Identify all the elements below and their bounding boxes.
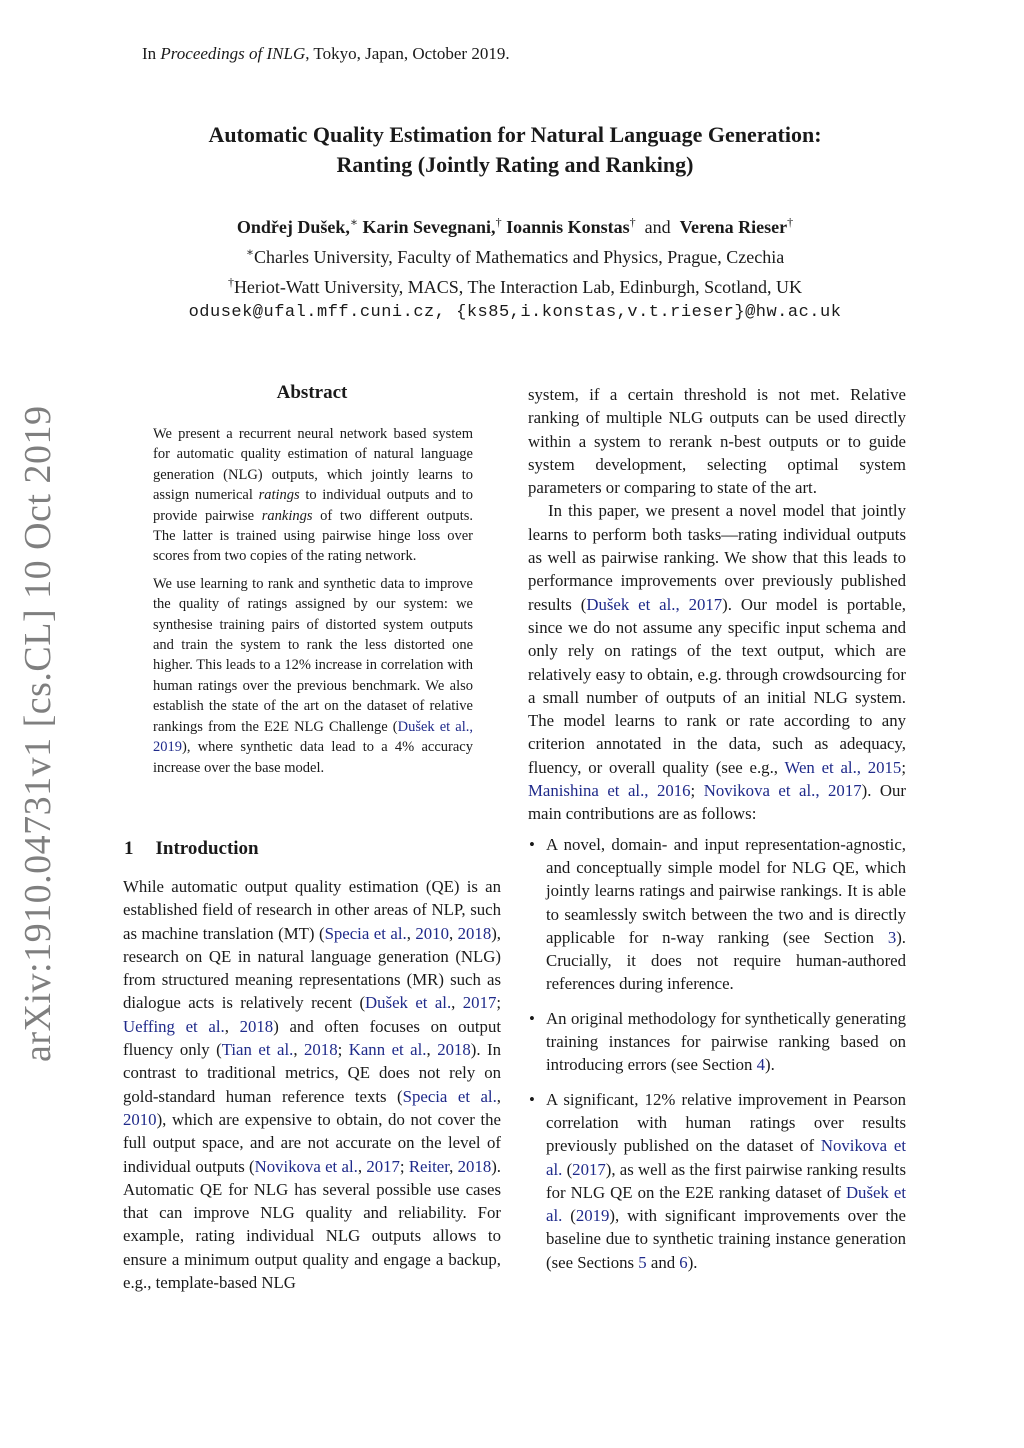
citation-link[interactable]: 2010 xyxy=(123,1109,157,1129)
right-paragraph-2 xyxy=(528,499,906,825)
abstract-text: We present a recurrent neural network based system for automatic quality estimation of natural language generation (NLG) outputs, which jointly learns to assign numerical xyxy=(153,426,473,504)
abstract-text: We use learning to rank and synthetic data to improve the quality of ratings assigned by our system: we synthesise training pairs of distorted system outputs and train the system to rank the less distorted one higher. This leads to a 12% increase in correlation with human ratings over the previous benchmark. We also establish the state of the art on the dataset of relative rankings from the E2E NLG Challenge ( xyxy=(153,575,473,735)
citation-link[interactable]: Dušek et al. xyxy=(365,993,452,1013)
citation-link[interactable]: Kann et al. xyxy=(348,1040,427,1060)
intro-paragraph-1 xyxy=(123,875,501,1294)
bullet-icon: • xyxy=(529,1008,535,1028)
body-text: , xyxy=(293,1040,305,1060)
author-block xyxy=(100,210,930,325)
author-konstas: Ioannis Konstas xyxy=(506,217,630,237)
abstract-text: to individual outputs and to provide pairwise xyxy=(153,487,473,524)
affiliation-heriot-watt-text: Heriot-Watt University, MACS, The Interaction Lab, Edinburgh, Scotland, UK xyxy=(233,277,803,297)
citation-link[interactable]: 2017 xyxy=(366,1156,400,1176)
body-text: , xyxy=(451,993,463,1013)
venue-proceedings: Proceedings of INLG xyxy=(160,44,306,63)
affiliation-mark: ∗ xyxy=(245,245,254,259)
body-text: ), which are expensive to obtain, do not cover the full output space, and are not accurate on the level of individual outputs ( xyxy=(123,1109,501,1176)
citation-link[interactable]: 2017 xyxy=(462,993,497,1013)
body-text: , xyxy=(224,1016,240,1036)
abstract-heading: Abstract xyxy=(276,382,348,403)
body-text: ). Our main contributions are as follows: xyxy=(528,781,906,824)
body-text: , xyxy=(406,923,416,943)
body-text: ). Automatic QE for NLG has several possible use cases that can improve NLG quality and reliability. For example, rating individual NLG outputs allows to ensure a minimum output quality and engage a backup, e.g., template-based NLG xyxy=(123,1156,502,1293)
title-line-1: Automatic Quality Estimation for Natural Language Generation: xyxy=(208,122,822,147)
arxiv-stamp: arXiv:1910.04731v1 [cs.CL] 10 Oct 2019 xyxy=(17,405,59,1062)
citation-link[interactable]: Specia et al. xyxy=(324,923,407,943)
affiliation-charles-text: Charles University, Faculty of Mathematics and Physics, Prague, Czechia xyxy=(253,247,785,267)
body-text: ; xyxy=(337,1040,349,1060)
body-text: In this paper, we present a novel model that jointly learns to perform both tasks—rating individual outputs as well as pairwise ranking. We show that this leads to performance improvements over previously published results ( xyxy=(528,501,906,614)
body-text: ) and often focuses on output fluency only ( xyxy=(123,1016,501,1060)
intro-left-column xyxy=(123,875,501,1294)
body-text: ; xyxy=(399,1156,409,1176)
affiliation-heriot-watt xyxy=(100,270,930,300)
affiliation-mark: † xyxy=(227,275,234,289)
title-line-2: Ranting (Jointly Rating and Ranking) xyxy=(336,152,694,177)
section-title: Introduction xyxy=(155,838,259,859)
author-sevegnani: Karin Sevegnani, xyxy=(362,217,496,237)
body-text: A novel, domain- and input representation-agnostic, and conceptually simple model for NLG QE, which jointly learns ratings and pairwise rankings. It is able to seamlessly switch between the two and is directly applicable for n-way ranking (see Section xyxy=(546,834,906,947)
contribution-item xyxy=(528,1007,906,1077)
author-rieser: Verena Rieser xyxy=(679,217,788,237)
body-text: and xyxy=(646,1252,680,1272)
author-mark: ∗ xyxy=(349,215,359,229)
abstract-paragraph-1 xyxy=(153,424,473,567)
section-link[interactable]: 3 xyxy=(887,927,897,947)
citation-link[interactable]: 2018 xyxy=(239,1016,274,1036)
body-text: ), as well as the first pairwise ranking results for NLG QE on the E2E ranking dataset of xyxy=(546,1159,906,1202)
citation-link[interactable]: Manishina et al., 2016 xyxy=(528,781,691,801)
abstract-body xyxy=(153,424,473,785)
body-text: ). Crucially, it does not require human-authored references during inference. xyxy=(546,927,906,994)
section-heading-introduction xyxy=(124,838,259,860)
body-text: ( xyxy=(562,1159,573,1179)
section-link[interactable]: 4 xyxy=(756,1055,766,1075)
citation-link[interactable]: 2017 xyxy=(572,1159,606,1179)
bullet-icon: • xyxy=(529,1089,535,1109)
affiliation-charles xyxy=(100,240,930,270)
citation-link[interactable]: Novikova et al. xyxy=(254,1156,358,1176)
body-text: ). xyxy=(687,1252,698,1272)
citation-link[interactable]: 2010 xyxy=(415,923,449,943)
body-text: , xyxy=(357,1156,367,1176)
citation-link[interactable]: Dušek et al., 2019 xyxy=(153,718,473,756)
contribution-item xyxy=(528,833,906,996)
abstract-text: of two different outputs. The latter is trained using pairwise hinge loss over scores from two copies of the rating network. xyxy=(153,507,473,565)
author-names xyxy=(100,210,930,240)
body-text: A significant, 12% relative improvement in Pearson correlation with human ratings over results previously published on the dataset of xyxy=(546,1089,906,1156)
body-text: ). In contrast to traditional metrics, QE does not rely on gold-standard human reference texts ( xyxy=(123,1040,502,1106)
abstract-paragraph-2 xyxy=(153,574,473,778)
body-text: ; xyxy=(496,993,502,1013)
citation-link[interactable]: Novikova et al., 2017 xyxy=(703,781,862,801)
body-text: , xyxy=(496,1086,501,1106)
citation-link[interactable]: Reiter xyxy=(408,1156,450,1176)
abstract-term-rankings: rankings xyxy=(261,507,313,524)
body-text: ). xyxy=(765,1055,775,1075)
body-text: ). Our model is portable, since we do not assume any specific input schema and only rely on ratings of the text output, which are relatively easy to obtain, e.g. through crowdsourcing for a small number of outputs of an initial NLG system. The model learns to rank or rate according to any criterion annotated in the data, such as adequacy, fluency, or overall quality (see e.g., xyxy=(528,594,907,777)
body-text: ), research on QE in natural language generation (NLG) from structured meaning representations (MR) such as dialogue acts is relatively recent ( xyxy=(123,923,501,1013)
paper-title xyxy=(100,120,930,180)
venue-line xyxy=(142,44,510,64)
section-number: 1 xyxy=(124,838,134,859)
citation-link[interactable]: 2018 xyxy=(437,1040,471,1060)
author-dusek: Ondřej Dušek, xyxy=(236,217,350,237)
citation-link[interactable]: Dušek et al. xyxy=(546,1182,906,1226)
venue-prefix: In xyxy=(142,44,161,63)
venue-rest: , Tokyo, Japan, October 2019. xyxy=(305,44,510,63)
bullet-icon: • xyxy=(529,834,535,854)
section-link[interactable]: 6 xyxy=(679,1252,688,1272)
body-text: An original methodology for synthetically generating training instances for pairwise ranking based on introducing errors (see Section xyxy=(546,1008,906,1075)
body-text: , xyxy=(449,1156,458,1176)
author-mark: † xyxy=(787,215,794,229)
body-text: , xyxy=(426,1040,438,1060)
citation-link[interactable]: Dušek et al., 2017 xyxy=(586,594,723,614)
author-mark: † xyxy=(629,215,636,229)
citation-link[interactable]: 2018 xyxy=(304,1040,338,1060)
citation-link[interactable]: 2018 xyxy=(457,923,492,943)
section-link[interactable]: 5 xyxy=(638,1252,647,1272)
author-and: and xyxy=(644,217,671,237)
body-text: While automatic output quality estimation (QE) is an established field of research in other areas of NLP, such as machine translation (MT) ( xyxy=(123,877,501,943)
contributions-list xyxy=(528,833,906,1274)
citation-link[interactable]: 2018 xyxy=(457,1156,492,1176)
citation-link[interactable]: Ueffing et al. xyxy=(123,1016,225,1036)
body-text: ( xyxy=(562,1206,576,1226)
body-text: , xyxy=(448,923,458,943)
citation-link[interactable]: Wen et al., 2015 xyxy=(784,757,902,777)
intro-right-column xyxy=(528,383,906,1285)
author-emails: odusek@ufal.mff.cuni.cz, {ks85,i.konstas,v.t.rieser}@hw.ac.uk xyxy=(188,303,842,322)
body-text: ; xyxy=(901,757,906,777)
citation-link[interactable]: Novikova et al. xyxy=(546,1136,906,1179)
body-text: ; xyxy=(690,781,704,801)
body-text: ), with significant improvements over the baseline due to synthetic training instance generation (see Sections xyxy=(546,1206,906,1272)
right-paragraph-1: system, if a certain threshold is not met. Relative ranking of multiple NLG outputs can be used directly within a system to rerank n-best outputs or to guide system development, selecting optimal system parameters or comparing to state of the art. xyxy=(528,385,906,498)
citation-link[interactable]: 2019 xyxy=(575,1206,610,1226)
citation-link[interactable]: Tian et al. xyxy=(221,1040,294,1060)
contribution-item xyxy=(528,1088,906,1274)
abstract-term-ratings: ratings xyxy=(258,487,300,504)
author-mark: † xyxy=(495,215,502,229)
citation-link[interactable]: Specia et al. xyxy=(402,1086,497,1106)
abstract-text: ), where synthetic data lead to a 4% accuracy increase over the base model. xyxy=(153,739,473,776)
